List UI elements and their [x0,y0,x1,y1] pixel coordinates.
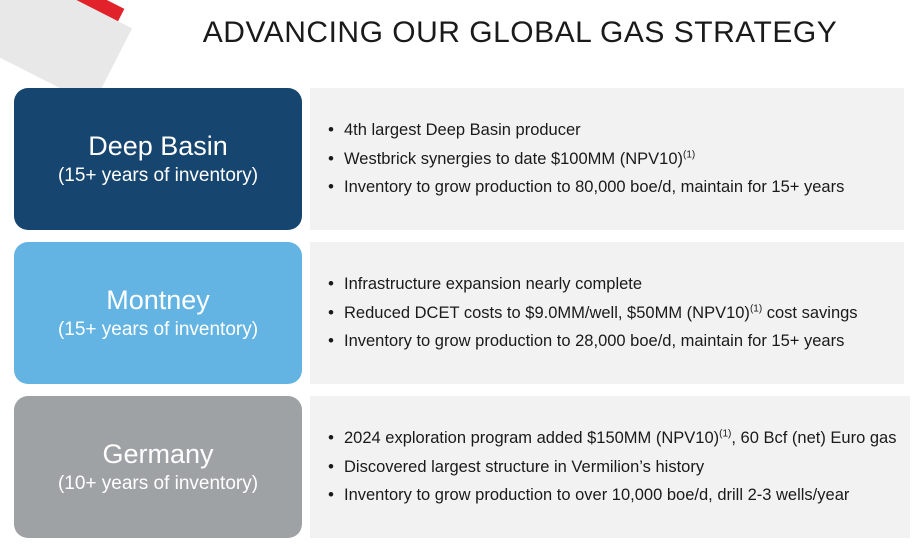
region-detail-panel [310,396,910,538]
bullet-text: Inventory to grow production to over 10,000 boe/d, drill 2-3 wells/year [344,486,850,505]
bullet-text: Inventory to grow production to 80,000 boe/d, maintain for 15+ years [344,178,845,197]
region-pill-montney[interactable] [14,242,302,384]
bullet-text: 4th largest Deep Basin producer [344,121,581,140]
page-title: ADVANCING OUR GLOBAL GAS STRATEGY [202,16,838,49]
region-subtitle: (15+ years of inventory) [57,164,259,186]
list-item [326,424,896,452]
region-pill-germany[interactable] [14,396,302,538]
bullet-text-tail: , 60 Bcf (net) Euro gas [731,429,897,448]
region-detail-panel [310,242,904,384]
bullet-text: Infrastructure expansion nearly complete [344,275,643,294]
bullet-text: 2024 exploration program added $150MM (NPV10) [344,429,720,448]
list-item [326,145,890,173]
bullet-text: Inventory to grow production to 28,000 boe/d, maintain for 15+ years [344,332,845,351]
corner-grey-shape [0,0,132,92]
bullet-text: Reduced DCET costs to $9.0MM/well, $50MM (NPV10) [344,303,750,322]
list-item [326,299,890,327]
list-item [326,327,890,355]
list-item [326,453,896,481]
bullet-list [326,424,896,509]
region-subtitle: (10+ years of inventory) [57,472,259,494]
region-name: Deep Basin [88,130,228,161]
list-item [326,481,896,509]
bullet-list [326,270,890,355]
region-subtitle: (15+ years of inventory) [57,318,259,340]
bullet-text: Discovered largest structure in Vermilion’s history [344,457,705,476]
footnote-marker: (1) [749,303,763,315]
region-name: Montney [106,284,210,315]
list-item [326,270,890,298]
strategy-row [14,242,904,384]
bullet-text-tail: cost savings [762,303,858,322]
region-pill-deep-basin[interactable] [14,88,302,230]
footnote-marker: (1) [683,149,696,161]
corner-red-shape [0,0,124,92]
strategy-row [14,396,904,538]
strategy-rows [14,88,904,550]
corner-decoration [0,0,150,92]
list-item [326,116,890,144]
region-detail-panel [310,88,904,230]
list-item [326,173,890,201]
region-name: Germany [102,438,214,469]
bullet-list [326,116,890,201]
footnote-marker: (1) [719,428,732,440]
bullet-text: Westbrick synergies to date $100MM (NPV10) [344,149,683,168]
strategy-row [14,88,904,230]
